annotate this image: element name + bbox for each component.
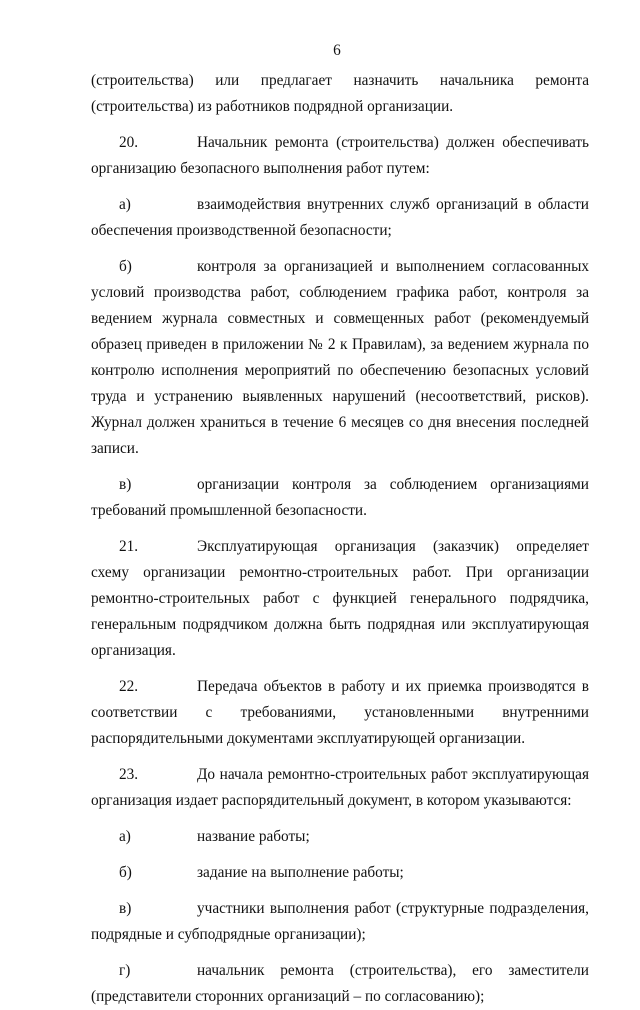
paragraph-22 <box>91 674 589 752</box>
paragraph-23-a <box>91 824 589 850</box>
paragraph-text: До начала ремонтно-строительных работ эксплуатирующая организация издает распорядительный документ, в котором указываются: <box>91 766 589 809</box>
paragraph-20-v <box>91 472 589 524</box>
paragraph-continuation <box>91 68 589 120</box>
paragraph-23 <box>91 762 589 814</box>
paragraph-20-b <box>91 254 589 462</box>
paragraph-label: 21. <box>119 538 139 555</box>
paragraph-text: взаимодействия внутренних служб организаций в области обеспечения производственной безопасности; <box>91 196 589 239</box>
paragraph-text: Начальник ремонта (строительства) должен обеспечивать организацию безопасного выполнения работ путем: <box>91 134 589 177</box>
paragraph-23-g <box>91 958 589 1010</box>
paragraph-text: (строительства) или предлагает назначить начальника ремонта (строительства) из работников подрядной организации. <box>91 72 589 115</box>
paragraph-label: 23. <box>119 766 139 783</box>
paragraph-text: название работы; <box>197 828 310 845</box>
paragraph-text: Эксплуатирующая организация (заказчик) определяет схему организации ремонтно-строительных работ. При организации ремонтно-строительных работ с функцией генерального подрядчика, генеральным подрядчиком должна быть подрядная или эксплуатирующая организация. <box>91 538 589 659</box>
page-number: 6 <box>333 42 341 59</box>
paragraph-23-b <box>91 860 589 886</box>
paragraph-text: участники выполнения работ (структурные подразделения, подрядные и субподрядные организации); <box>91 900 589 943</box>
paragraph-23-v <box>91 896 589 948</box>
paragraph-label: в) <box>119 476 132 493</box>
paragraph-label: а) <box>119 828 131 845</box>
paragraph-label: б) <box>119 258 132 275</box>
paragraph-label: а) <box>119 196 131 213</box>
paragraph-20-a <box>91 192 589 244</box>
paragraph-label: 20. <box>119 134 139 151</box>
paragraph-label: 22. <box>119 678 139 695</box>
paragraph-text: Передача объектов в работу и их приемка производятся в соответствии с требованиями, установленными внутренними распорядительными документами эксплуатирующей организации. <box>91 678 589 747</box>
paragraph-text: контроля за организацией и выполнением согласованных условий производства работ, соблюдением графика работ, контроля за ведением журнала совместных и совмещенных работ (рекомендуемый образец приведен в приложении № 2 к Правилам), за ведением журнала по контролю исполнения мероприятий по обеспечению безопасных условий труда и устранению выявленных нарушений (несоответствий, рисков). Журнал должен храниться в течение 6 месяцев со дня внесения последней записи. <box>91 258 589 457</box>
paragraph-text: начальник ремонта (строительства), его заместители (представители сторонних организаций – по согласованию); <box>91 962 589 1005</box>
paragraph-text: организации контроля за соблюдением организациями требований промышленной безопасности. <box>91 476 589 519</box>
paragraph-label: г) <box>119 962 131 979</box>
paragraph-21 <box>91 534 589 664</box>
paragraph-20 <box>91 130 589 182</box>
paragraph-label: б) <box>119 864 132 881</box>
paragraph-label: в) <box>119 900 132 917</box>
paragraph-text: задание на выполнение работы; <box>197 864 404 881</box>
